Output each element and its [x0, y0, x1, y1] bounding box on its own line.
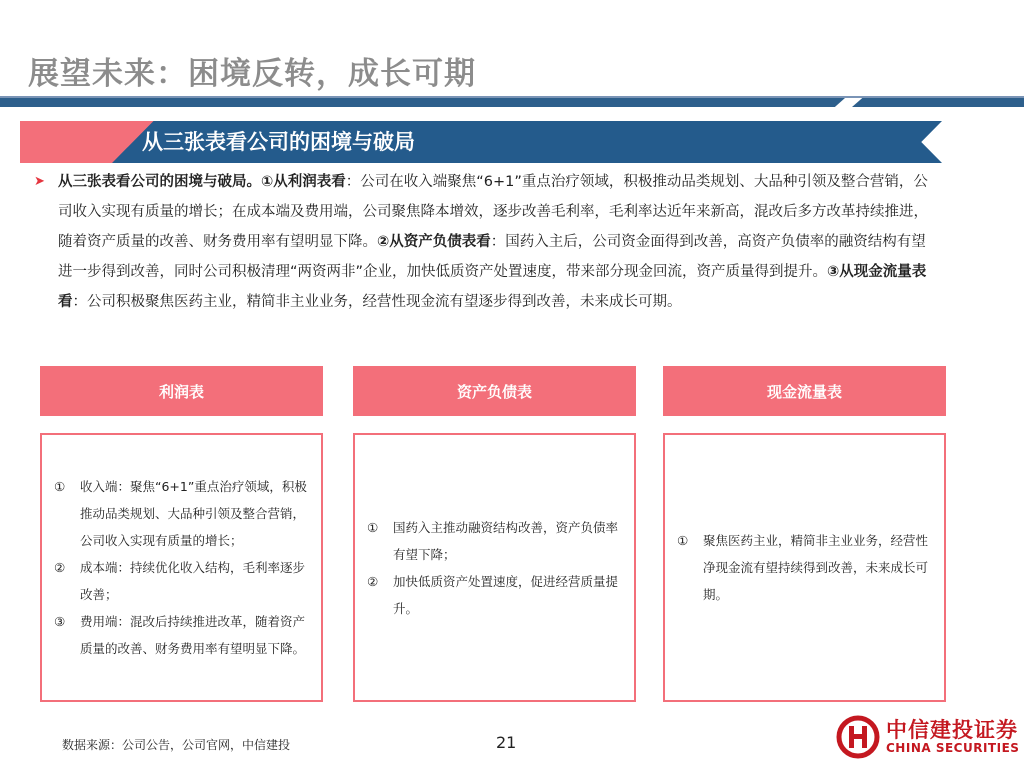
list-item — [367, 568, 620, 622]
intro-paragraph — [34, 167, 938, 317]
item-text: 费用端：混改后持续推进改革，随着资产质量的改善、财务费用率有望明显下降。 — [80, 614, 306, 656]
section-banner — [20, 121, 942, 163]
list-item — [54, 554, 307, 608]
item-number: ① — [367, 519, 379, 535]
data-source: 数据来源：公司公告，公司官网，中信建投 — [62, 738, 291, 752]
intro-text-cashflow: ：公司积极聚焦医药主业，精简非主业业务，经营性现金流有望逐步得到改善，未来成长可期。 — [72, 294, 682, 310]
header-divider-thin — [0, 96, 1024, 98]
item-text: 加快低质资产处置速度，促进经营质量提升。 — [393, 573, 619, 616]
page-number: 21 — [496, 733, 517, 752]
header-divider-bar — [0, 98, 845, 107]
balance-sheet-header: 资产负债表 — [353, 366, 636, 416]
item-number: ② — [367, 573, 379, 589]
banner-title: 从三张表看公司的困境与破局 — [142, 130, 415, 154]
intro-lead-bold: 从三张表看公司的困境与破局。①从利润表看 — [58, 174, 346, 190]
cash-flow-header: 现金流量表 — [663, 366, 946, 416]
list-item — [677, 527, 930, 608]
item-number: ② — [54, 560, 66, 575]
list-item — [367, 514, 620, 568]
logo-name-en: CHINA SECURITIES — [886, 741, 1020, 755]
income-statement-box — [40, 433, 323, 702]
intro-text-balance: ：国药入主后，公司资金面得到改善，高资产负债率的融资结构有望进一步得到改善，同时公司积极清理“两资两非”企业，加快低质资产处置速度，带来部分现金回流，资产质量得到提升。 — [58, 234, 926, 280]
item-text: 收入端：聚焦“6+1”重点治疗领域，积极推动品类规划、大品种引领及整合营销，公司收入实现有质量的增长； — [80, 479, 307, 548]
intro-cashflow-bold: ③从现金流量表看 — [58, 264, 927, 310]
logo-name-cn: 中信建投证券 — [886, 718, 1018, 742]
item-text: 成本端：持续优化收入结构，毛利率逐步改善； — [80, 560, 306, 602]
cash-flow-box — [663, 433, 946, 702]
header-divider-bar-right — [852, 98, 1024, 107]
slide-title: 展望未来：困境反转，成长可期 — [28, 56, 476, 92]
item-number: ① — [54, 479, 66, 494]
list-item — [54, 608, 307, 662]
citic-logo-icon — [836, 715, 880, 759]
intro-text-income: ：公司在收入端聚焦“6+1”重点治疗领域，积极推动品类规划、大品种引领及整合营销，公司收入实现有质量的增长；在成本端及费用端，公司聚焦降本增效，逐步改善毛利率，毛利率达近年来新高，混改后多方改革持续推进，随着资产质量的改善、财务费用率有望明显下降。 — [58, 174, 928, 250]
item-number: ③ — [54, 614, 66, 629]
item-number: ① — [677, 533, 689, 548]
income-statement-header: 利润表 — [40, 366, 323, 416]
balance-sheet-box — [353, 433, 636, 702]
item-text: 国药入主推动融资结构改善，资产负债率有望下降； — [393, 519, 619, 562]
list-item — [54, 473, 307, 554]
bullet-arrow-icon: ➤ — [34, 174, 45, 189]
item-text: 聚焦医药主业，精简非主业业务，经营性净现金流有望持续得到改善，未来成长可期。 — [703, 533, 929, 602]
intro-balance-bold: ②从资产负债表看 — [377, 234, 491, 250]
company-logo — [836, 712, 1024, 764]
